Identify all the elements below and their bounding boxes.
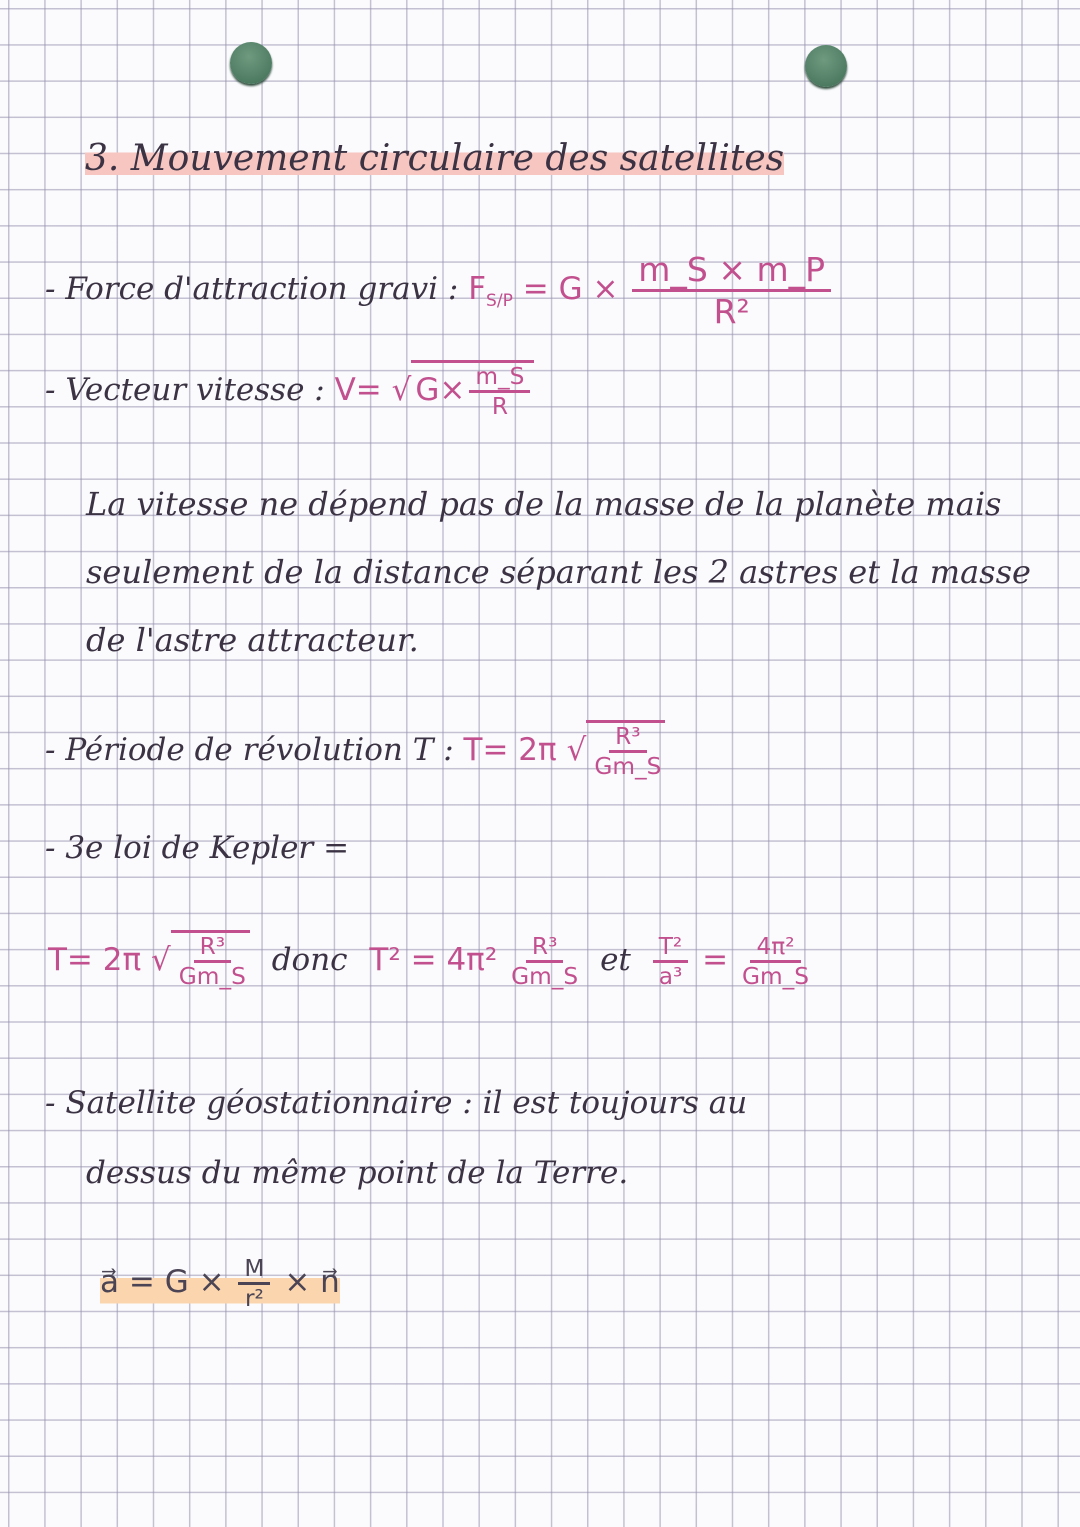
periode-line: - Période de révolution T : T= 2π √ $\frac{\text{R³}}{Gm\_S}$	[45, 720, 665, 780]
geo-line-1: - Satellite géostationnaire : il est toujours au	[45, 1085, 748, 1121]
kepler-formula: T= 2π √ $\frac{\text{R³}}{Gm\_S}$ donc T² = 4π² $\frac{\text{R³}}{Gm\_S}$ et $\frac{\text{T²}}{\text{a³}}$ = $\frac{\text{4π²}}{Gm\_S}$	[48, 930, 813, 990]
kepler-line: - 3e loi de Kepler =	[45, 830, 350, 866]
vitesse-line: - Vecteur vitesse : V= √ G× $\frac{m\_S}{R}$	[45, 360, 534, 420]
force-line: - Force d'attraction gravi : $F_{S/P} = G$ × $\frac{m\_S \times m\_P}{\text{R²}}$	[45, 250, 835, 331]
binder-hole-left	[230, 42, 272, 84]
periode-formula: T= 2π √ $\frac{\text{R³}}{Gm\_S}$	[464, 732, 666, 768]
binder-hole-right	[805, 45, 847, 87]
acceleration-formula: a⃗ = G × $\frac{M}{\text{r²}}$ × n⃗	[100, 1255, 340, 1312]
force-formula: $F_{S/P} = G$ × $\frac{m\_S \times m\_P}{\text{R²}}$	[468, 271, 835, 307]
section-title: 3. Mouvement circulaire des satellites	[85, 138, 785, 179]
vitesse-note: La vitesse ne dépend pas de la masse de la planète mais seulement de la distance séparant les 2 astres et la masse de l'astre attracteur.	[86, 485, 1031, 659]
vitesse-formula: V= √ G× $\frac{m\_S}{R}$	[335, 372, 535, 408]
geo-line-2: dessus du même point de la Terre.	[86, 1155, 629, 1191]
